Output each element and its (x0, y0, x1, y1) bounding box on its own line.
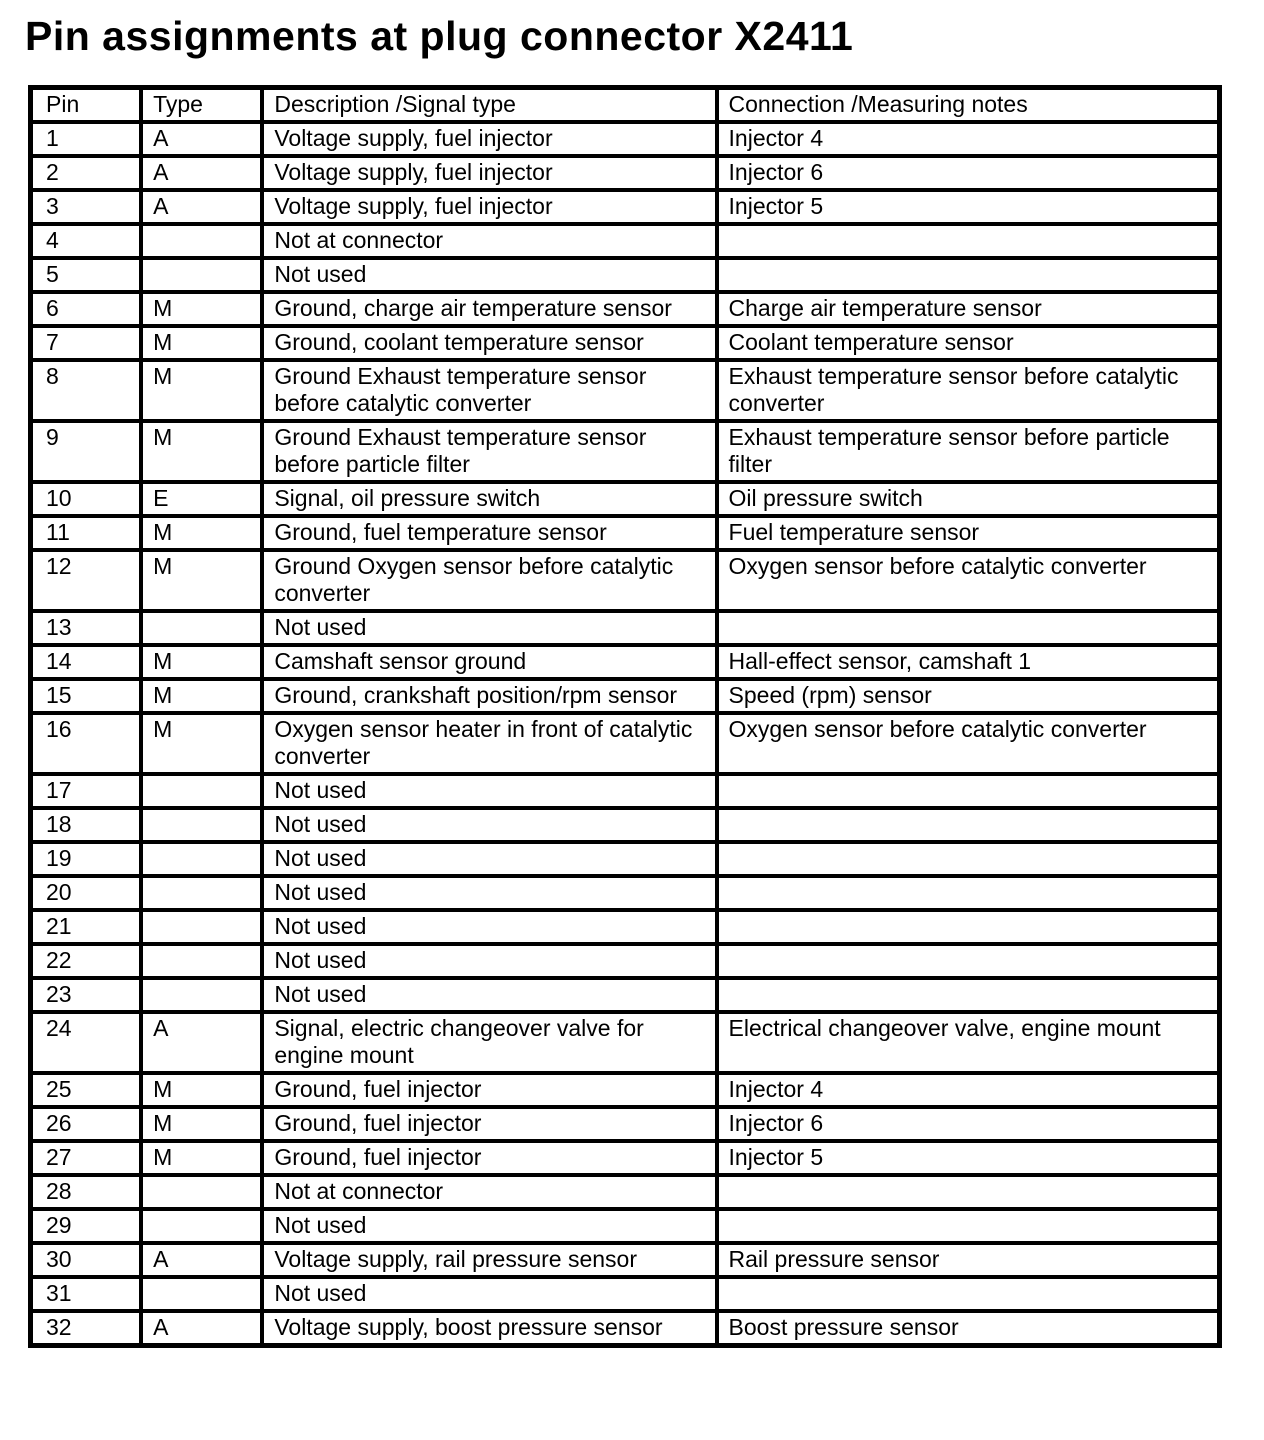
cell-conn (717, 1209, 1220, 1243)
cell-desc: Not used (262, 258, 716, 292)
cell-conn: Exhaust temperature sensor before particle filter (717, 421, 1220, 482)
cell-pin: 31 (31, 1277, 142, 1311)
cell-pin: 8 (31, 360, 142, 421)
cell-conn: Coolant temperature sensor (717, 326, 1220, 360)
cell-desc: Signal, oil pressure switch (262, 482, 716, 516)
cell-type (141, 224, 262, 258)
cell-pin: 19 (31, 842, 142, 876)
cell-pin: 16 (31, 713, 142, 774)
cell-pin: 27 (31, 1141, 142, 1175)
cell-desc: Ground, coolant temperature sensor (262, 326, 716, 360)
cell-desc: Ground Oxygen sensor before catalytic converter (262, 550, 716, 611)
table-row (31, 1311, 1220, 1346)
table-row (31, 550, 1220, 611)
cell-pin: 11 (31, 516, 142, 550)
table-row (31, 1012, 1220, 1073)
cell-desc: Ground, fuel temperature sensor (262, 516, 716, 550)
cell-desc: Not used (262, 944, 716, 978)
cell-conn (717, 910, 1220, 944)
cell-conn (717, 774, 1220, 808)
cell-desc: Ground, fuel injector (262, 1107, 716, 1141)
table-row (31, 842, 1220, 876)
cell-pin: 30 (31, 1243, 142, 1277)
cell-conn: Exhaust temperature sensor before catalytic converter (717, 360, 1220, 421)
cell-pin: 15 (31, 679, 142, 713)
cell-type (141, 876, 262, 910)
cell-type: A (141, 122, 262, 156)
table-row (31, 910, 1220, 944)
cell-conn: Oxygen sensor before catalytic converter (717, 713, 1220, 774)
cell-conn: Speed (rpm) sensor (717, 679, 1220, 713)
cell-pin: 14 (31, 645, 142, 679)
table-row (31, 482, 1220, 516)
cell-pin: 6 (31, 292, 142, 326)
cell-desc: Voltage supply, fuel injector (262, 156, 716, 190)
cell-pin: 7 (31, 326, 142, 360)
table-row (31, 156, 1220, 190)
cell-desc: Camshaft sensor ground (262, 645, 716, 679)
cell-conn: Charge air temperature sensor (717, 292, 1220, 326)
cell-conn: Injector 6 (717, 1107, 1220, 1141)
cell-type (141, 808, 262, 842)
cell-desc: Signal, electric changeover valve for engine mount (262, 1012, 716, 1073)
table-row (31, 774, 1220, 808)
cell-pin: 29 (31, 1209, 142, 1243)
table-row (31, 516, 1220, 550)
cell-conn (717, 808, 1220, 842)
cell-desc: Not used (262, 910, 716, 944)
cell-conn: Hall-effect sensor, camshaft 1 (717, 645, 1220, 679)
cell-desc: Voltage supply, rail pressure sensor (262, 1243, 716, 1277)
cell-type: M (141, 360, 262, 421)
cell-type: M (141, 550, 262, 611)
table-row (31, 713, 1220, 774)
cell-pin: 2 (31, 156, 142, 190)
cell-pin: 32 (31, 1311, 142, 1346)
header-description: Description /Signal type (262, 88, 716, 123)
cell-desc: Not used (262, 611, 716, 645)
cell-pin: 18 (31, 808, 142, 842)
cell-desc: Not used (262, 842, 716, 876)
cell-conn (717, 876, 1220, 910)
page-title: Pin assignments at plug connector X2411 (25, 13, 854, 59)
cell-type: M (141, 645, 262, 679)
cell-desc: Not at connector (262, 1175, 716, 1209)
table-row (31, 258, 1220, 292)
cell-pin: 21 (31, 910, 142, 944)
cell-desc: Voltage supply, fuel injector (262, 122, 716, 156)
cell-desc: Ground, fuel injector (262, 1141, 716, 1175)
cell-conn: Injector 4 (717, 1073, 1220, 1107)
header-pin: Pin (31, 88, 142, 123)
cell-pin: 26 (31, 1107, 142, 1141)
cell-pin: 20 (31, 876, 142, 910)
cell-conn: Electrical changeover valve, engine mount (717, 1012, 1220, 1073)
table-row (31, 978, 1220, 1012)
cell-type (141, 944, 262, 978)
cell-type: A (141, 1012, 262, 1073)
cell-conn: Injector 5 (717, 1141, 1220, 1175)
table-row (31, 876, 1220, 910)
table-row (31, 1073, 1220, 1107)
cell-type (141, 910, 262, 944)
cell-desc: Ground Exhaust temperature sensor before particle filter (262, 421, 716, 482)
table-row (31, 944, 1220, 978)
cell-type: M (141, 1141, 262, 1175)
cell-conn (717, 842, 1220, 876)
pin-table-body (31, 122, 1220, 1346)
cell-pin: 3 (31, 190, 142, 224)
cell-conn (717, 944, 1220, 978)
cell-type: M (141, 1073, 262, 1107)
cell-conn: Oil pressure switch (717, 482, 1220, 516)
cell-pin: 12 (31, 550, 142, 611)
cell-type: A (141, 1243, 262, 1277)
cell-pin: 28 (31, 1175, 142, 1209)
cell-type: M (141, 1107, 262, 1141)
cell-type: M (141, 421, 262, 482)
cell-desc: Oxygen sensor heater in front of catalytic converter (262, 713, 716, 774)
cell-desc: Not used (262, 1209, 716, 1243)
table-row (31, 292, 1220, 326)
table-row (31, 1175, 1220, 1209)
table-row (31, 679, 1220, 713)
cell-type (141, 258, 262, 292)
cell-conn (717, 978, 1220, 1012)
cell-conn (717, 258, 1220, 292)
table-row (31, 808, 1220, 842)
table-row (31, 421, 1220, 482)
cell-conn (717, 224, 1220, 258)
table-row (31, 1243, 1220, 1277)
cell-desc: Ground, charge air temperature sensor (262, 292, 716, 326)
table-row (31, 1277, 1220, 1311)
cell-desc: Not used (262, 978, 716, 1012)
pin-assignment-table (28, 85, 1222, 1348)
cell-type (141, 1277, 262, 1311)
cell-desc: Ground, crankshaft position/rpm sensor (262, 679, 716, 713)
cell-pin: 5 (31, 258, 142, 292)
cell-pin: 17 (31, 774, 142, 808)
cell-type: A (141, 156, 262, 190)
cell-conn: Injector 4 (717, 122, 1220, 156)
table-row (31, 122, 1220, 156)
cell-desc: Ground Exhaust temperature sensor before catalytic converter (262, 360, 716, 421)
cell-desc: Not used (262, 876, 716, 910)
table-row (31, 645, 1220, 679)
cell-pin: 10 (31, 482, 142, 516)
cell-desc: Not used (262, 1277, 716, 1311)
cell-conn: Injector 6 (717, 156, 1220, 190)
cell-pin: 4 (31, 224, 142, 258)
cell-pin: 1 (31, 122, 142, 156)
cell-desc: Not used (262, 774, 716, 808)
cell-pin: 22 (31, 944, 142, 978)
cell-type: M (141, 516, 262, 550)
cell-conn: Fuel temperature sensor (717, 516, 1220, 550)
cell-type: M (141, 326, 262, 360)
table-row (31, 1141, 1220, 1175)
table-row (31, 1107, 1220, 1141)
header-connection: Connection /Measuring notes (717, 88, 1220, 123)
header-type: Type (141, 88, 262, 123)
cell-type (141, 774, 262, 808)
cell-pin: 9 (31, 421, 142, 482)
table-row (31, 190, 1220, 224)
cell-pin: 23 (31, 978, 142, 1012)
cell-conn: Oxygen sensor before catalytic converter (717, 550, 1220, 611)
cell-conn: Rail pressure sensor (717, 1243, 1220, 1277)
cell-desc: Ground, fuel injector (262, 1073, 716, 1107)
cell-conn (717, 1277, 1220, 1311)
table-row (31, 611, 1220, 645)
cell-pin: 24 (31, 1012, 142, 1073)
cell-type: M (141, 292, 262, 326)
cell-type (141, 842, 262, 876)
cell-type: A (141, 1311, 262, 1346)
table-row (31, 224, 1220, 258)
cell-conn: Boost pressure sensor (717, 1311, 1220, 1346)
cell-type (141, 1209, 262, 1243)
table-row (31, 360, 1220, 421)
cell-conn (717, 611, 1220, 645)
table-row (31, 1209, 1220, 1243)
cell-pin: 25 (31, 1073, 142, 1107)
table-row (31, 326, 1220, 360)
header-row (31, 88, 1220, 123)
cell-desc: Not at connector (262, 224, 716, 258)
table-header (31, 88, 1220, 123)
cell-type: M (141, 679, 262, 713)
cell-type (141, 611, 262, 645)
cell-type (141, 978, 262, 1012)
cell-desc: Voltage supply, boost pressure sensor (262, 1311, 716, 1346)
cell-type (141, 1175, 262, 1209)
cell-type: E (141, 482, 262, 516)
cell-desc: Voltage supply, fuel injector (262, 190, 716, 224)
cell-pin: 13 (31, 611, 142, 645)
cell-conn: Injector 5 (717, 190, 1220, 224)
cell-desc: Not used (262, 808, 716, 842)
cell-type: M (141, 713, 262, 774)
cell-conn (717, 1175, 1220, 1209)
cell-type: A (141, 190, 262, 224)
